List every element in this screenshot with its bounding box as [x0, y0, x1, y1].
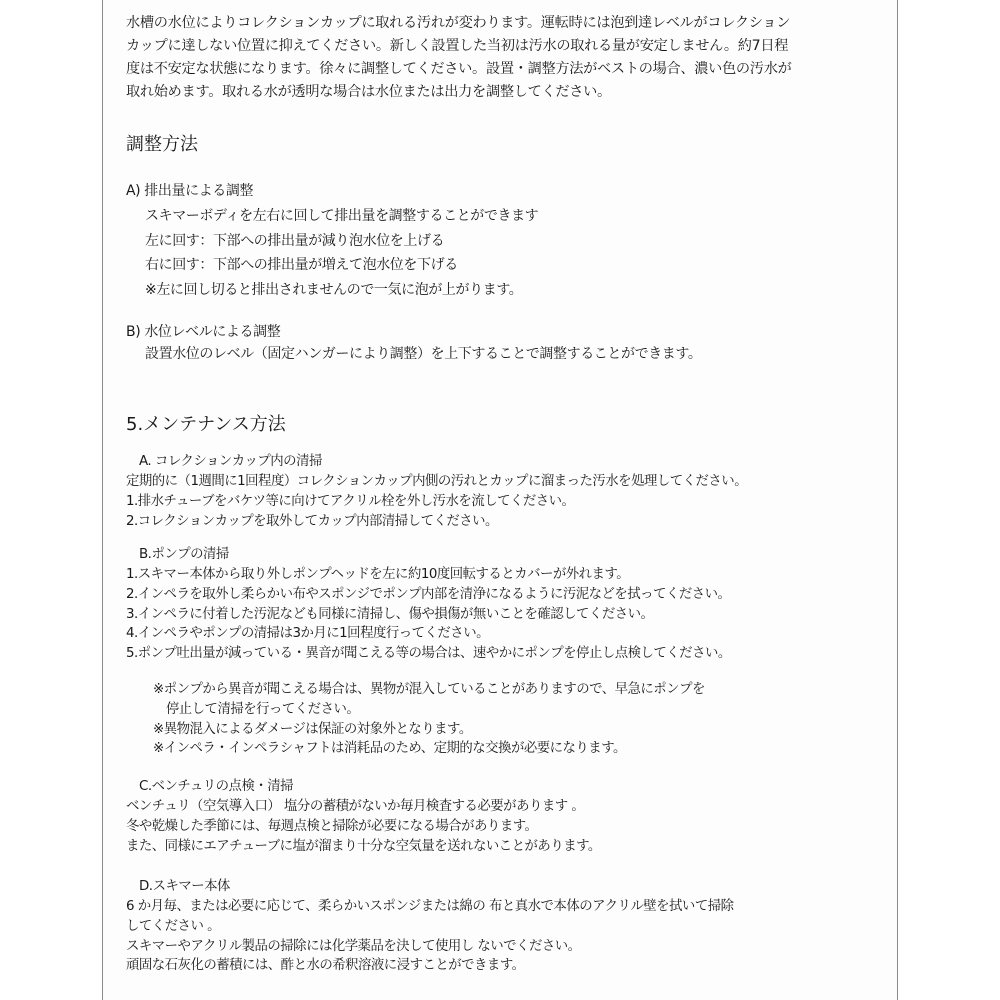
maint-b-note: 停止して清掃を行ってください。 — [153, 701, 360, 717]
maint-c-line: 冬や乾燥した季節には、毎週点検と掃除が必要になる場合があります。 — [126, 818, 538, 834]
maint-c-line: ベンチュリ（空気導入口） 塩分の蓄積がないか毎月検査する必要があります 。 — [126, 799, 585, 814]
maint-c-body — [126, 797, 601, 856]
adjust-b-line: 設置水位のレベル（固定ハンガーにより調整）を上下することで調整することができます。 — [145, 346, 702, 362]
maint-a-body — [126, 472, 747, 531]
maint-b-line: 4.インペラやポンプの清掃は3か月に1回程度行ってください。 — [126, 626, 489, 642]
document-page — [102, 0, 898, 1000]
intro-line: カップに達しない位置に抑えてください。新しく設置した当初は汚水の取れる量が安定しません。約7日程 — [126, 38, 789, 54]
maint-a-line: 2.コレクションカップを取外してカップ内部清掃してください。 — [126, 513, 498, 529]
intro-line: 水槽の水位によりコレクションカップに取れる汚れが変わります。運転時には泡到達レベルがコレクション — [126, 15, 791, 31]
adjust-heading: 調整方法 — [126, 134, 198, 155]
maint-d-line: 6 か月毎、または必要に応じて、柔らかいスポンジまたは綿の 布と真水で本体のアクリル壁を拭いて掃除 — [126, 899, 734, 914]
maint-d-line: してください 。 — [126, 918, 220, 934]
maint-b-note: ※インペラ・インペラシャフトは消耗品のため、定期的な交換が必要になります。 — [153, 741, 626, 757]
adjust-a-body — [145, 204, 538, 302]
adjust-a-line: スキマーボディを左右に回して排出量を調整することができます — [145, 208, 539, 224]
maint-b-note: ※ポンプから異音が聞こえる場合は、異物が混入していることがありますので、早急にポンプを — [153, 682, 705, 697]
maint-c-title: C.ベンチュリの点検・清掃 — [139, 779, 294, 794]
maint-a-section — [139, 452, 322, 472]
maintenance-heading: 5.メンテナンス方法 — [126, 414, 286, 435]
maint-b-body — [126, 565, 731, 664]
intro-line: 取れ始めます。取れる水が透明な場合は水位または出力を調整してください。 — [126, 84, 611, 100]
maint-d-title: D.スキマー本体 — [139, 879, 230, 894]
intro-line: 度は不安定な状態になります。徐々に調整してください。設置・調整方法がベストの場合、濃い色の汚水が — [126, 61, 792, 77]
adjust-a-line: 左に回す：下部への排出量が減り泡水位を上げる — [145, 232, 445, 249]
maint-b-line: 1.スキマー本体から取り外しポンプヘッドを左に約10度回転するとカバーが外れます。 — [126, 567, 630, 582]
maint-d-body — [126, 897, 734, 976]
maint-d-line: 頑固な石灰化の蓄積には、酢と水の希釈溶液に浸すことができます。 — [126, 958, 525, 974]
maint-b-title: B.ポンプの清掃 — [139, 547, 229, 562]
maint-a-line: 1.排水チューブをバケツ等に向けてアクリル栓を外し汚水を流してください。 — [126, 493, 575, 509]
adjust-a-title: A) 排出量による調整 — [126, 183, 254, 199]
maint-d-line: スキマーやアクリル製品の掃除には化学薬品を決して使用し ないでください。 — [126, 938, 581, 954]
maint-a-title: A. コレクションカップ内の清掃 — [139, 454, 322, 469]
maint-b-line: 3.インペラに付着した汚泥なども同様に清掃し、傷や損傷が無いことを確認してください。 — [126, 606, 654, 622]
maint-b-line: 5.ポンプ吐出量が減っている・異音が聞こえる等の場合は、速やかにポンプを停止し点検してください。 — [126, 646, 731, 662]
maint-b-line: 2.インペラを取外し柔らかい布やスポンジでポンプ内部を清浄になるように汚泥などを拭ってください。 — [126, 586, 731, 602]
maint-b-note: ※異物混入によるダメージは保証の対象外となります。 — [153, 721, 472, 737]
maint-a-line: 定期的に（1週間に1回程度）コレクションカップ内側の汚れとカップに溜まった汚水を処理してください。 — [126, 474, 748, 489]
adjust-b-title: B) 水位レベルによる調整 — [126, 324, 281, 340]
intro-paragraph — [126, 12, 791, 104]
adjust-a-line: 右に回す：下部への排出量が増えて泡水位を下げる — [145, 257, 458, 273]
maint-c-line: また、同様にエアチューブに塩が溜まり十分な空気量を送れないことがあります。 — [126, 838, 601, 854]
adjust-a-line: ※左に回し切ると排出されませんので一気に泡が上がります。 — [145, 281, 523, 298]
maint-b-notes — [153, 680, 705, 759]
